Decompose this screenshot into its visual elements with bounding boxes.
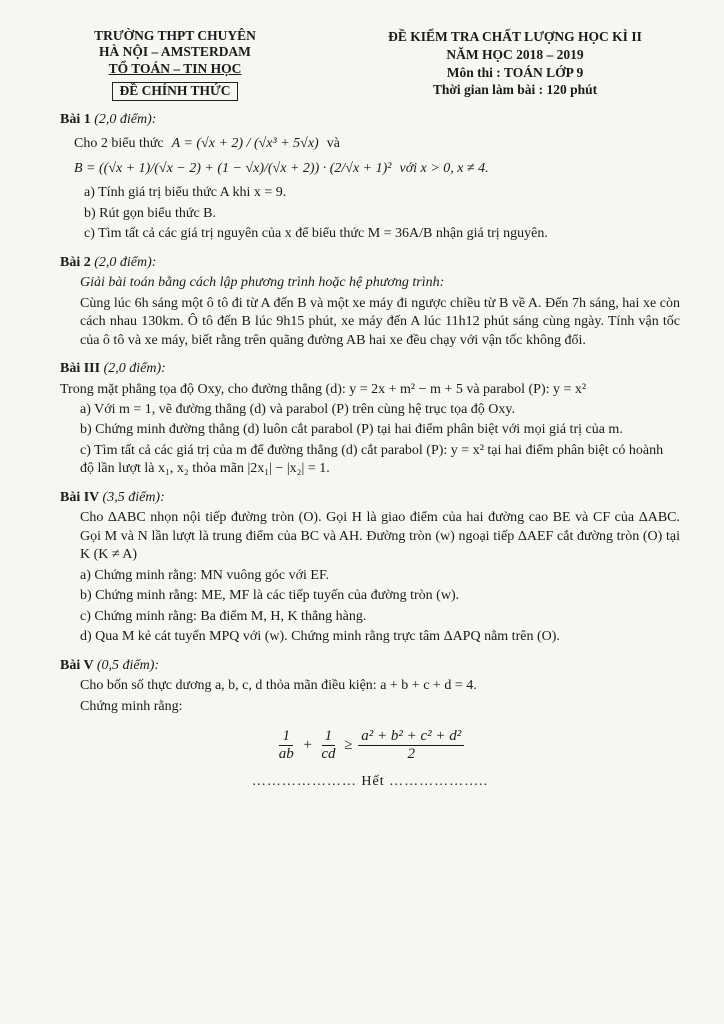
problem-2-label: Bài 2 bbox=[60, 254, 91, 270]
problem-4-label: Bài IV bbox=[60, 489, 100, 505]
problem-3-label: Bài III bbox=[60, 361, 101, 377]
exam-title: ĐỀ KIỂM TRA CHẤT LƯỢNG HỌC KÌ II bbox=[388, 29, 642, 44]
problem-1-expressions-2 bbox=[74, 160, 680, 178]
problem-1-points: (2,0 điểm): bbox=[94, 111, 157, 127]
inequality: $\frac{1}{ab}$ + $\frac{1}{cd}$ ≥ $\frac{\text{a² + b² + c² + d²}}{2}$ bbox=[60, 728, 680, 763]
exam-header bbox=[60, 28, 680, 101]
problem-2-points: (2,0 điểm): bbox=[94, 254, 157, 270]
exam-info-block bbox=[350, 28, 680, 101]
school-name-line1: TRƯỜNG THPT CHUYÊN bbox=[94, 28, 256, 43]
department-name: TỔ TOÁN – TIN HỌC bbox=[108, 60, 242, 76]
problem-2-instruction: Giải bài toán bằng cách lập phương trình hoặc hệ phương trình: bbox=[80, 275, 445, 291]
problem-1-label: Bài 1 bbox=[60, 111, 91, 127]
problem-3-title bbox=[60, 360, 680, 378]
school-block bbox=[60, 28, 290, 101]
fraction-numerator: a² + b² + c² + d² bbox=[358, 728, 464, 746]
problem-5-prove: Chứng minh rằng: bbox=[80, 698, 183, 714]
problem-1-part-a: a) Tính giá trị biểu thức A khi x = 9. bbox=[84, 185, 287, 201]
problem-4-part-c: c) Chứng minh rằng: Ba điểm M, H, K thẳng hàng. bbox=[80, 608, 367, 624]
problem-5-label: Bài V bbox=[60, 657, 94, 673]
expression-a: A = (√x + 2) / (√x³ + 5√x) bbox=[171, 136, 319, 152]
fraction-denominator: 2 bbox=[407, 745, 415, 762]
problem-3-part-b: b) Chứng minh đường thẳng (d) luôn cắt parabol (P) tại hai điểm phân biệt với mọi giá trị của m. bbox=[80, 422, 623, 438]
problem-1-intro: Cho 2 biểu thức bbox=[74, 136, 164, 152]
problem-4-part-a: a) Chứng minh rằng: MN vuông góc với EF. bbox=[80, 567, 330, 583]
problem-5-intro: Cho bốn số thực dương a, b, c, d thỏa mãn điều kiện: a + b + c + d = 4. bbox=[80, 678, 477, 694]
problem-1-and: và bbox=[326, 136, 340, 152]
problem-4-part-d: d) Qua M kẻ cát tuyến MPQ với (w). Chứng minh rằng trực tâm ΔAPQ nằm trên (O). bbox=[80, 629, 560, 645]
school-year: NĂM HỌC 2018 – 2019 bbox=[446, 46, 584, 62]
problem-1-part-b: b) Rút gọn biểu thức B. bbox=[84, 205, 217, 221]
problem-5-points: (0,5 điểm): bbox=[96, 657, 160, 673]
inequality-relation: ≥ bbox=[344, 736, 353, 753]
problem-4-points: (3,5 điểm): bbox=[102, 489, 165, 505]
fraction-sum-squares bbox=[358, 728, 464, 763]
problem-1-title bbox=[60, 111, 680, 129]
problem-1-part-c: c) Tìm tất cả các giá trị nguyên của x để biểu thức M = 36A/B nhận giá trị nguyên. bbox=[84, 226, 548, 242]
problem-3-part-c: c) Tìm tất cả các giá trị của m để đường thẳng (d) cắt parabol (P): y = x² tại hai điểm phân biệt có hoành độ lần lượt là x₁, x₂ thỏa mãn |2x₁| − |x₂| = 1. bbox=[80, 442, 664, 477]
problem-2-title bbox=[60, 254, 680, 272]
school-name-line2: HÀ NỘI – AMSTERDAM bbox=[99, 44, 251, 60]
problem-5-title bbox=[60, 657, 680, 675]
problem-3-points: (2,0 điểm): bbox=[103, 361, 166, 377]
problem-4-title bbox=[60, 489, 680, 507]
time-limit: Thời gian làm bài : 120 phút bbox=[432, 82, 598, 98]
fraction-1-over-cd bbox=[318, 728, 338, 763]
problem-2-text: Cùng lúc 6h sáng một ô tô đi từ A đến B và một xe máy đi ngược chiều từ B về A. Đến 7h sáng, hai xe còn cách nhau 130km. Ô tô đến B lúc 9h15 phút, xe máy đến A lúc 11h12 phút sáng cùng ngày. Tính vận tốc của ô tô và xe máy, biết rằng trên quãng đường AB hai xe đều chạy với vận tốc không đổi. bbox=[80, 295, 680, 348]
problem-4-intro: Cho ΔABC nhọn nội tiếp đường tròn (O). Gọi H là giao điểm của hai đường cao BE và CF của ΔABC. Gọi M và N lần lượt là trung điểm của BC và AH. Đường tròn (w) ngoại tiếp ΔAEF cắt đường tròn (O) tại K (K ≠ A) bbox=[80, 510, 680, 563]
fraction-denominator: ab bbox=[278, 745, 294, 762]
problem-1-expressions bbox=[74, 135, 680, 153]
fraction-1-over-ab bbox=[276, 728, 297, 763]
problem-3-intro: Trong mặt phẳng tọa độ Oxy, cho đường thẳng (d): y = 2x + m² − m + 5 và parabol (P): y = x² bbox=[60, 381, 587, 397]
fraction-numerator: 1 bbox=[322, 728, 336, 746]
end-marker: ………………… Hết ……………….. bbox=[251, 773, 489, 789]
problem-1-condition: với x > 0, x ≠ 4. bbox=[399, 160, 489, 176]
subject: Môn thi : TOÁN LỚP 9 bbox=[446, 64, 584, 80]
fraction-denominator: cd bbox=[321, 745, 336, 762]
fraction-numerator: 1 bbox=[279, 728, 293, 746]
official-badge: ĐỀ CHÍNH THỨC bbox=[112, 82, 237, 100]
expression-b: B = ((√x + 1)/(√x − 2) + (1 − √x)/(√x + 2)) · (2/√x + 1)² bbox=[74, 160, 392, 176]
problem-4-part-b: b) Chứng minh rằng: ME, MF là các tiếp tuyến của đường tròn (w). bbox=[80, 588, 460, 604]
problem-3-part-a: a) Với m = 1, vẽ đường thẳng (d) và parabol (P) trên cùng hệ trục tọa độ Oxy. bbox=[80, 401, 516, 417]
